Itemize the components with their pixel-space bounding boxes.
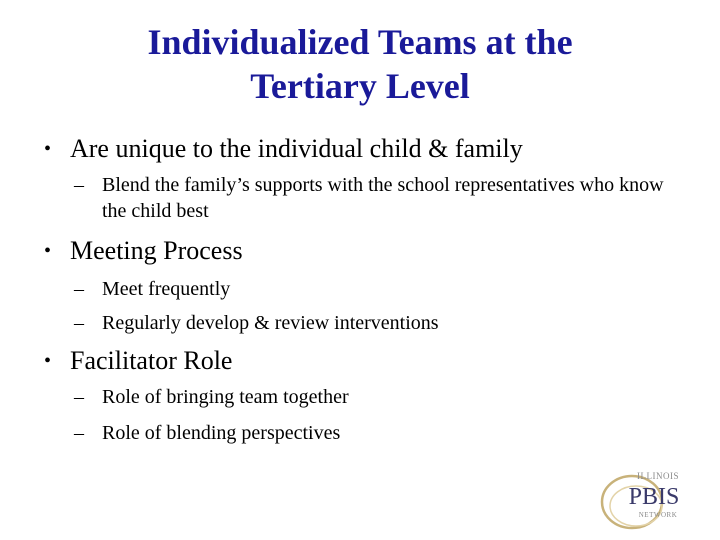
bullet-icon: • — [44, 350, 52, 372]
dash-icon: – — [74, 278, 84, 300]
sub-bullet-text: Role of bringing team together — [102, 386, 349, 408]
illinois-pbis-logo — [596, 462, 706, 532]
dash-icon: – — [74, 174, 84, 196]
bullet-icon: • — [44, 138, 52, 160]
dash-icon: – — [74, 312, 84, 334]
title-line-1: Individualized Teams at the — [147, 22, 573, 62]
dash-icon: – — [74, 422, 84, 444]
slide-title — [0, 20, 720, 108]
dash-icon: – — [74, 386, 84, 408]
logo-main-text: PBIS — [628, 484, 680, 510]
sub-bullet-text: Meet frequently — [102, 278, 231, 300]
bullet-text: Are unique to the individual child & family — [70, 134, 523, 163]
bullet-text: Meeting Process — [70, 236, 243, 265]
title-line-2: Tertiary Level — [250, 66, 470, 106]
bullet-text: Facilitator Role — [70, 346, 233, 375]
sub-bullet-text: Role of blending perspectives — [102, 422, 341, 444]
sub-bullet-text: Regularly develop & review interventions — [102, 312, 439, 334]
sub-bullet-text: Blend the family’s supports with the school representatives who know the child best — [102, 174, 664, 222]
logo-bottom-text: NETWORK — [638, 511, 678, 519]
logo-top-text: ILLINOIS — [637, 471, 679, 481]
bullet-icon: • — [44, 240, 52, 262]
